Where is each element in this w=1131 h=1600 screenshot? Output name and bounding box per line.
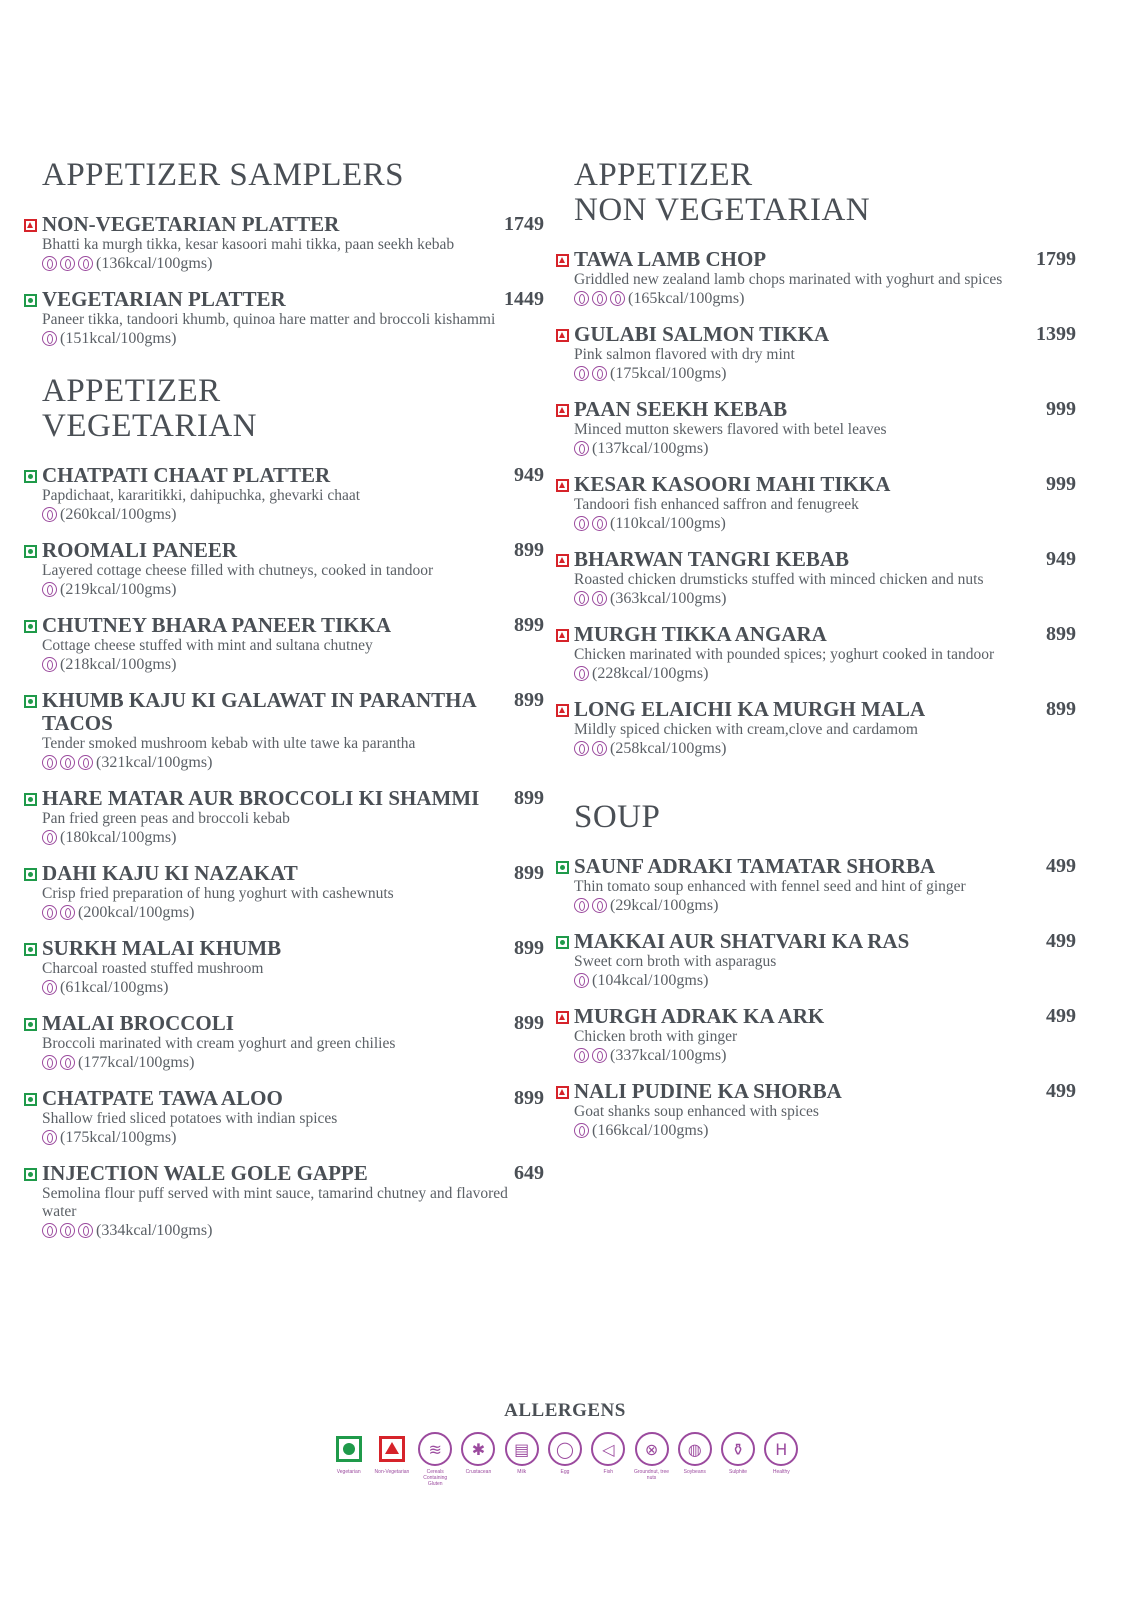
item-description: Cottage cheese stuffed with mint and sultana chutney [42, 637, 373, 654]
item-nutrition [574, 589, 1076, 608]
calorie-text: (166kcal/100gms) [592, 1122, 709, 1139]
item-description: Chicken marinated with pounded spices; yoghurt cooked in tandoor [574, 646, 995, 663]
calorie-text: (104kcal/100gms) [592, 972, 709, 989]
item-nutrition [42, 580, 544, 599]
item-description: Broccoli marinated with cream yoghurt and green chilies [42, 1035, 396, 1052]
menu-item [556, 398, 1076, 458]
item-name: MURGH TIKKA ANGARA [574, 622, 827, 646]
legend-row [330, 1432, 800, 1487]
legend-label: Milk [517, 1469, 527, 1475]
vegetarian-icon [24, 793, 37, 806]
calorie-text: (228kcal/100gms) [592, 665, 709, 682]
menu-item [556, 1080, 1076, 1140]
legend-label: Healthy [772, 1469, 790, 1475]
item-price: 499 [1046, 855, 1076, 877]
item-description: Griddled new zealand lamb chops marinated with yoghurt and spices [574, 271, 1003, 288]
item-name: NON-VEGETARIAN PLATTER [42, 212, 340, 236]
samplers-list [24, 213, 544, 348]
legend-item [373, 1432, 410, 1487]
legend-label: Groundnut, tree nuts [634, 1469, 670, 1481]
legend-item [417, 1432, 454, 1487]
legend-item [719, 1432, 756, 1487]
item-description: Semolina flour puff served with mint sauce, tamarind chutney and flavored water [42, 1185, 508, 1220]
item-header [574, 473, 1076, 496]
menu-item [556, 548, 1076, 608]
calorie-text: (151kcal/100gms) [60, 330, 177, 347]
menu-item [24, 288, 544, 348]
allergen-icon: H [764, 1432, 798, 1466]
allergen-icon [60, 755, 75, 770]
allergen-icon [42, 755, 57, 770]
allergen-icon [42, 507, 57, 522]
vegetarian-icon [24, 545, 37, 558]
non-vegetarian-icon [556, 554, 569, 567]
menu-item [556, 473, 1076, 533]
item-header [574, 623, 1076, 646]
legend-item [676, 1432, 713, 1487]
item-name: SURKH MALAI KHUMB [42, 936, 282, 960]
non-vegetarian-list [556, 248, 1076, 758]
allergen-icon: ◁ [591, 1432, 625, 1466]
calorie-text: (110kcal/100gms) [610, 515, 726, 532]
vegetarian-icon [556, 861, 569, 874]
legend-label: Sulphite [729, 1469, 748, 1475]
item-name: VEGETARIAN PLATTER [42, 287, 286, 311]
item-nutrition [574, 439, 1076, 458]
item-name: LONG ELAICHI KA MURGH MALA [574, 697, 926, 721]
item-price: 899 [514, 862, 544, 884]
item-name: SAUNF ADRAKI TAMATAR SHORBA [574, 854, 936, 878]
item-nutrition [42, 1128, 544, 1147]
item-header [42, 862, 544, 885]
allergen-icon [610, 291, 625, 306]
item-name: BHARWAN TANGRI KEBAB [574, 547, 850, 571]
item-header [42, 1087, 544, 1110]
menu-item [556, 855, 1076, 915]
soup-list [556, 855, 1076, 1140]
allergen-icon [574, 666, 589, 681]
vegetarian-icon [336, 1436, 362, 1462]
menu-item [556, 323, 1076, 383]
item-price: 649 [514, 1162, 544, 1184]
menu-item [556, 930, 1076, 990]
item-header [42, 288, 544, 311]
non-vegetarian-icon [556, 629, 569, 642]
item-nutrition [42, 254, 544, 273]
vegetarian-icon [24, 943, 37, 956]
item-description: Papdichaat, kararitikki, dahipuchka, ghevarki chaat [42, 487, 361, 504]
allergen-icon [60, 256, 75, 271]
item-nutrition [574, 664, 1076, 683]
item-header [574, 930, 1076, 953]
allergen-icon [42, 582, 57, 597]
item-header [574, 855, 1076, 878]
item-price: 949 [514, 464, 544, 486]
item-header [574, 1080, 1076, 1103]
calorie-text: (175kcal/100gms) [610, 365, 727, 382]
item-nutrition [42, 1221, 544, 1240]
calorie-text: (180kcal/100gms) [60, 829, 177, 846]
item-price: 899 [514, 689, 544, 711]
calorie-text: (337kcal/100gms) [610, 1047, 727, 1064]
item-header [574, 1005, 1076, 1028]
section-title-appetizer-samplers: APPETIZER SAMPLERS [42, 157, 404, 193]
item-name: CHATPATE TAWA ALOO [42, 1086, 283, 1110]
allergen-icon [60, 1055, 75, 1070]
vegetarian-icon [24, 1018, 37, 1031]
vegetarian-list [24, 464, 544, 1240]
allergen-icon [592, 591, 607, 606]
legend-label: Vegetarian [336, 1469, 361, 1475]
non-vegetarian-icon [379, 1436, 405, 1462]
item-price: 899 [514, 1087, 544, 1109]
allergen-icon [78, 256, 93, 271]
allergen-icon: ◍ [678, 1432, 712, 1466]
vegetarian-icon [24, 1093, 37, 1106]
calorie-text: (363kcal/100gms) [610, 590, 727, 607]
item-nutrition [42, 903, 544, 922]
allergen-icon [60, 1223, 75, 1238]
allergen-icon [574, 441, 589, 456]
item-price: 499 [1046, 1080, 1076, 1102]
item-description: Sweet corn broth with asparagus [574, 953, 777, 970]
legend-item [763, 1432, 800, 1487]
legend-label: Non-Vegetarian [374, 1469, 410, 1475]
allergen-icon [42, 1223, 57, 1238]
allergen-icon [592, 741, 607, 756]
item-description: Bhatti ka murgh tikka, kesar kasoori mahi tikka, paan seekh kebab [42, 236, 455, 253]
item-header [574, 548, 1076, 571]
item-price: 899 [1046, 623, 1076, 645]
item-header [42, 464, 544, 487]
menu-item [24, 213, 544, 273]
calorie-text: (321kcal/100gms) [96, 754, 213, 771]
allergen-icon: ▤ [505, 1432, 539, 1466]
item-header [42, 937, 544, 960]
item-price: 899 [514, 1012, 544, 1034]
item-description: Roasted chicken drumsticks stuffed with minced chicken and nuts [574, 571, 984, 588]
item-header [574, 698, 1076, 721]
allergen-icon [42, 1130, 57, 1145]
allergen-icon [592, 366, 607, 381]
calorie-text: (258kcal/100gms) [610, 740, 727, 757]
item-name: GULABI SALMON TIKKA [574, 322, 830, 346]
non-vegetarian-icon [556, 254, 569, 267]
non-vegetarian-icon [556, 404, 569, 417]
item-name: MURGH ADRAK KA ARK [574, 1004, 825, 1028]
allergen-icon: ✱ [461, 1432, 495, 1466]
item-header [574, 248, 1076, 271]
item-header [42, 787, 544, 810]
legend-label: Cereals Containing Gluten [423, 1469, 448, 1487]
calorie-text: (175kcal/100gms) [60, 1129, 177, 1146]
allergen-icon [42, 830, 57, 845]
item-nutrition [42, 828, 544, 847]
vegetarian-icon [24, 620, 37, 633]
calorie-text: (260kcal/100gms) [60, 506, 177, 523]
item-nutrition [574, 739, 1076, 758]
allergen-icon [574, 516, 589, 531]
item-nutrition [42, 329, 544, 348]
menu-item [24, 862, 544, 922]
item-nutrition [574, 1121, 1076, 1140]
menu-item [556, 623, 1076, 683]
legend-item [590, 1432, 627, 1487]
legend-item [546, 1432, 583, 1487]
item-price: 999 [1046, 398, 1076, 420]
legend-label: Crustacean [465, 1469, 492, 1475]
item-header [42, 1012, 544, 1035]
menu-item [24, 787, 544, 847]
item-name: KESAR KASOORI MAHI TIKKA [574, 472, 891, 496]
item-price: 1449 [504, 288, 544, 310]
section-title-appetizer-non-vegetarian: APPETIZER NON VEGETARIAN [574, 157, 871, 228]
item-description: Mildly spiced chicken with cream,clove and cardamom [574, 721, 918, 738]
vegetarian-icon [556, 936, 569, 949]
section-title-appetizer-vegetarian: APPETIZER VEGETARIAN [42, 373, 257, 444]
item-price: 499 [1046, 1005, 1076, 1027]
item-description: Thin tomato soup enhanced with fennel seed and hint of ginger [574, 878, 966, 895]
allergen-icon: ⊗ [635, 1432, 669, 1466]
calorie-text: (219kcal/100gms) [60, 581, 177, 598]
item-price: 1399 [1036, 323, 1076, 345]
allergen-icon [42, 1055, 57, 1070]
item-description: Goat shanks soup enhanced with spices [574, 1103, 819, 1120]
non-vegetarian-icon [24, 219, 37, 232]
item-name: KHUMB KAJU KI GALAWAT IN PARANTHA TACOS [42, 688, 476, 735]
right-column [556, 158, 1076, 1155]
calorie-text: (177kcal/100gms) [78, 1054, 195, 1071]
left-column [24, 158, 544, 1255]
allergen-icon [574, 741, 589, 756]
item-header [42, 689, 544, 735]
non-vegetarian-icon [556, 704, 569, 717]
item-price: 499 [1046, 930, 1076, 952]
item-nutrition [42, 505, 544, 524]
item-price: 1799 [1036, 248, 1076, 270]
non-vegetarian-icon [556, 329, 569, 342]
item-description: Pink salmon flavored with dry mint [574, 346, 795, 363]
legend-item [330, 1432, 367, 1487]
calorie-text: (165kcal/100gms) [628, 290, 745, 307]
item-price: 899 [514, 937, 544, 959]
allergen-icon [574, 1048, 589, 1063]
calorie-text: (61kcal/100gms) [60, 979, 169, 996]
non-vegetarian-icon [556, 1011, 569, 1024]
menu-item [556, 1005, 1076, 1065]
menu-item [556, 698, 1076, 758]
menu-item [24, 614, 544, 674]
item-header [574, 323, 1076, 346]
item-price: 899 [1046, 698, 1076, 720]
allergen-icon [574, 366, 589, 381]
allergen-legend [330, 1400, 800, 1487]
item-name: MAKKAI AUR SHATVARI KA RAS [574, 929, 910, 953]
allergen-icon [78, 755, 93, 770]
menu-item [24, 539, 544, 599]
legend-label: Fish [603, 1469, 613, 1475]
item-description: Minced mutton skewers flavored with betel leaves [574, 421, 887, 438]
item-description: Chicken broth with ginger [574, 1028, 738, 1045]
allergen-icon [574, 591, 589, 606]
allergen-icon [574, 1123, 589, 1138]
item-name: CHATPATI CHAAT PLATTER [42, 463, 331, 487]
allergen-icon [574, 973, 589, 988]
allergen-icon [592, 1048, 607, 1063]
allergen-icon [42, 980, 57, 995]
vegetarian-icon [24, 470, 37, 483]
allergen-icon [42, 905, 57, 920]
item-description: Shallow fried sliced potatoes with indian spices [42, 1110, 338, 1127]
item-price: 899 [514, 787, 544, 809]
item-header [42, 213, 544, 236]
allergen-icon: ⚱ [721, 1432, 755, 1466]
item-name: TAWA LAMB CHOP [574, 247, 767, 271]
item-name: MALAI BROCCOLI [42, 1011, 234, 1035]
legend-item [503, 1432, 540, 1487]
calorie-text: (200kcal/100gms) [78, 904, 195, 921]
item-name: HARE MATAR AUR BROCCOLI KI SHAMMI [42, 786, 480, 810]
item-price: 949 [1046, 548, 1076, 570]
allergen-icon [42, 657, 57, 672]
calorie-text: (136kcal/100gms) [96, 255, 213, 272]
item-price: 1749 [504, 213, 544, 235]
item-name: CHUTNEY BHARA PANEER TIKKA [42, 613, 392, 637]
item-description: Tandoori fish enhanced saffron and fenugreek [574, 496, 859, 513]
item-nutrition [574, 289, 1076, 308]
vegetarian-icon [24, 1168, 37, 1181]
item-nutrition [574, 1046, 1076, 1065]
item-name: DAHI KAJU KI NAZAKAT [42, 861, 298, 885]
allergen-icon [42, 331, 57, 346]
allergen-icon: ≋ [418, 1432, 452, 1466]
item-nutrition [574, 364, 1076, 383]
legend-item [633, 1432, 670, 1487]
allergen-icon [592, 291, 607, 306]
item-nutrition [574, 514, 1076, 533]
calorie-text: (218kcal/100gms) [60, 656, 177, 673]
item-description: Tender smoked mushroom kebab with ulte tawe ka parantha [42, 735, 416, 752]
item-name: INJECTION WALE GOLE GAPPE [42, 1161, 368, 1185]
allergen-icon: ◯ [548, 1432, 582, 1466]
item-nutrition [42, 1053, 544, 1072]
item-price: 999 [1046, 473, 1076, 495]
item-price: 899 [514, 539, 544, 561]
legend-item [460, 1432, 497, 1487]
allergen-icon [592, 898, 607, 913]
legend-label: Soybeans [683, 1469, 706, 1475]
vegetarian-icon [24, 294, 37, 307]
item-description: Crisp fried preparation of hung yoghurt with cashewnuts [42, 885, 394, 902]
allergen-icon [574, 898, 589, 913]
menu-item [24, 1162, 544, 1240]
legend-title: ALLERGENS [504, 1400, 626, 1421]
item-nutrition [42, 655, 544, 674]
item-header [42, 1162, 544, 1185]
allergen-icon [592, 516, 607, 531]
allergen-icon [42, 256, 57, 271]
non-vegetarian-icon [556, 479, 569, 492]
item-description: Pan fried green peas and broccoli kebab [42, 810, 290, 827]
menu-item [24, 1012, 544, 1072]
allergen-icon [78, 1223, 93, 1238]
item-name: ROOMALI PANEER [42, 538, 238, 562]
item-nutrition [574, 896, 1076, 915]
legend-label: Egg [560, 1469, 570, 1475]
section-title-soup: SOUP [574, 799, 661, 835]
menu-item [24, 689, 544, 772]
allergen-icon [574, 291, 589, 306]
item-header [42, 539, 544, 562]
item-description: Charcoal roasted stuffed mushroom [42, 960, 264, 977]
item-name: PAAN SEEKH KEBAB [574, 397, 788, 421]
menu-item [24, 937, 544, 997]
item-nutrition [42, 978, 544, 997]
non-vegetarian-icon [556, 1086, 569, 1099]
menu-item [24, 464, 544, 524]
item-price: 899 [514, 614, 544, 636]
item-nutrition [42, 753, 544, 772]
menu-item [556, 248, 1076, 308]
vegetarian-icon [24, 695, 37, 708]
item-description: Paneer tikka, tandoori khumb, quinoa hare matter and broccoli kishammi [42, 311, 496, 328]
item-header [574, 398, 1076, 421]
item-description: Layered cottage cheese filled with chutneys, cooked in tandoor [42, 562, 434, 579]
item-nutrition [574, 971, 1076, 990]
calorie-text: (29kcal/100gms) [610, 897, 719, 914]
vegetarian-icon [24, 868, 37, 881]
menu-item [24, 1087, 544, 1147]
item-name: NALI PUDINE KA SHORBA [574, 1079, 842, 1103]
calorie-text: (334kcal/100gms) [96, 1222, 213, 1239]
item-header [42, 614, 544, 637]
allergen-icon [60, 905, 75, 920]
calorie-text: (137kcal/100gms) [592, 440, 709, 457]
